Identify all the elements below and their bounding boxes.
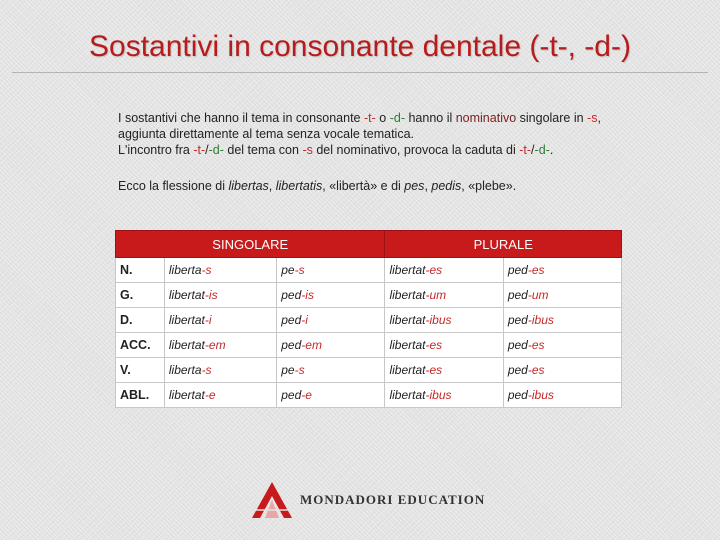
- table-row: [116, 383, 622, 408]
- publisher-logo: [250, 478, 485, 522]
- word-ending: -ibus: [425, 313, 452, 327]
- table-row: [116, 358, 622, 383]
- form-cell-c4: [503, 308, 621, 333]
- word-stem: ped: [507, 288, 528, 302]
- word-ending: -es: [425, 338, 443, 352]
- form-cell-c2: [277, 283, 385, 308]
- form-cell-c3: [385, 383, 503, 408]
- word-ending: -e: [204, 388, 216, 402]
- table-row: [116, 283, 622, 308]
- word-stem: ped: [507, 313, 528, 327]
- case-label: D.: [116, 308, 165, 333]
- word-stem: ped: [507, 363, 528, 377]
- form-cell-c2: [277, 308, 385, 333]
- word-ending: -um: [425, 288, 447, 302]
- word-ending: -es: [425, 263, 443, 277]
- word-stem: ped: [281, 288, 302, 302]
- word-ending: -em: [204, 338, 226, 352]
- word-ending: -s: [201, 263, 212, 277]
- form-cell-c4: [503, 283, 621, 308]
- word-ending: -ibus: [527, 313, 554, 327]
- form-cell-c2: [277, 333, 385, 358]
- word-ending: -is: [204, 288, 218, 302]
- form-cell-c1: [164, 258, 276, 283]
- declension-table: [115, 230, 622, 408]
- case-label: G.: [116, 283, 165, 308]
- word-stem: libertat: [168, 288, 205, 302]
- header-plural: PLURALE: [385, 231, 622, 258]
- form-cell-c1: [164, 283, 276, 308]
- form-cell-c1: [164, 333, 276, 358]
- form-cell-c3: [385, 308, 503, 333]
- word-ending: -s: [294, 263, 305, 277]
- word-stem: libertat: [389, 338, 426, 352]
- case-label: ACC.: [116, 333, 165, 358]
- word-ending: -um: [527, 288, 549, 302]
- word-stem: libertat: [389, 313, 426, 327]
- word-stem: libertat: [389, 363, 426, 377]
- table-header-row: [116, 231, 622, 258]
- case-label: N.: [116, 258, 165, 283]
- word-stem: libertat: [389, 263, 426, 277]
- logo-text: MONDADORI EDUCATION: [300, 492, 486, 507]
- form-cell-c4: [503, 383, 621, 408]
- word-stem: ped: [281, 313, 302, 327]
- form-cell-c1: [164, 383, 276, 408]
- word-ending: -es: [527, 263, 545, 277]
- word-ending: -e: [301, 388, 312, 402]
- case-label: ABL.: [116, 383, 165, 408]
- word-ending: -es: [425, 363, 443, 377]
- word-ending: -s: [201, 363, 212, 377]
- table-row: [116, 333, 622, 358]
- form-cell-c3: [385, 283, 503, 308]
- word-ending: -es: [527, 338, 545, 352]
- word-stem: libertat: [168, 338, 205, 352]
- word-stem: pe: [281, 263, 295, 277]
- word-ending: -is: [301, 288, 314, 302]
- form-cell-c3: [385, 258, 503, 283]
- word-ending: -i: [301, 313, 308, 327]
- table-row: [116, 308, 622, 333]
- form-cell-c4: [503, 358, 621, 383]
- intro-text: [118, 110, 638, 194]
- mondadori-logo-icon: [250, 480, 294, 520]
- form-cell-c1: [164, 358, 276, 383]
- word-stem: ped: [507, 263, 528, 277]
- intro-paragraph-2: Ecco la flessione di libertas, libertatis, «libertà» e di pes, pedis, «plebe».: [118, 179, 517, 193]
- word-ending: -s: [294, 363, 305, 377]
- word-stem: ped: [281, 338, 302, 352]
- word-stem: libertat: [168, 313, 205, 327]
- form-cell-c2: [277, 258, 385, 283]
- word-stem: ped: [507, 388, 528, 402]
- case-label: V.: [116, 358, 165, 383]
- form-cell-c4: [503, 258, 621, 283]
- form-cell-c4: [503, 333, 621, 358]
- header-singular: SINGOLARE: [116, 231, 385, 258]
- form-cell-c2: [277, 383, 385, 408]
- word-ending: -em: [301, 338, 322, 352]
- word-stem: liberta: [168, 363, 202, 377]
- word-stem: liberta: [168, 263, 202, 277]
- word-ending: -i: [204, 313, 212, 327]
- word-stem: libertat: [389, 288, 426, 302]
- form-cell-c2: [277, 358, 385, 383]
- word-stem: ped: [507, 338, 528, 352]
- table-body: [116, 258, 622, 408]
- intro-paragraph-1: I sostantivi che hanno il tema in consonante -t- o -d- hanno il nominativo singolare in -s, aggiunta direttamente al tema senza vocale tematica. L'incontro fra -t-/-d- del tema con -s del nominativo, provoca la caduta di -t-/-d-.: [118, 111, 601, 157]
- word-stem: ped: [281, 388, 302, 402]
- form-cell-c3: [385, 358, 503, 383]
- page-title: Sostantivi in consonante dentale (-t-, -d-): [89, 30, 631, 63]
- word-ending: -es: [527, 363, 545, 377]
- word-stem: libertat: [389, 388, 426, 402]
- word-stem: libertat: [168, 388, 205, 402]
- form-cell-c1: [164, 308, 276, 333]
- word-ending: -ibus: [425, 388, 452, 402]
- word-stem: pe: [281, 363, 295, 377]
- table-row: [116, 258, 622, 283]
- form-cell-c3: [385, 333, 503, 358]
- word-ending: -ibus: [527, 388, 554, 402]
- title-divider: [12, 72, 708, 73]
